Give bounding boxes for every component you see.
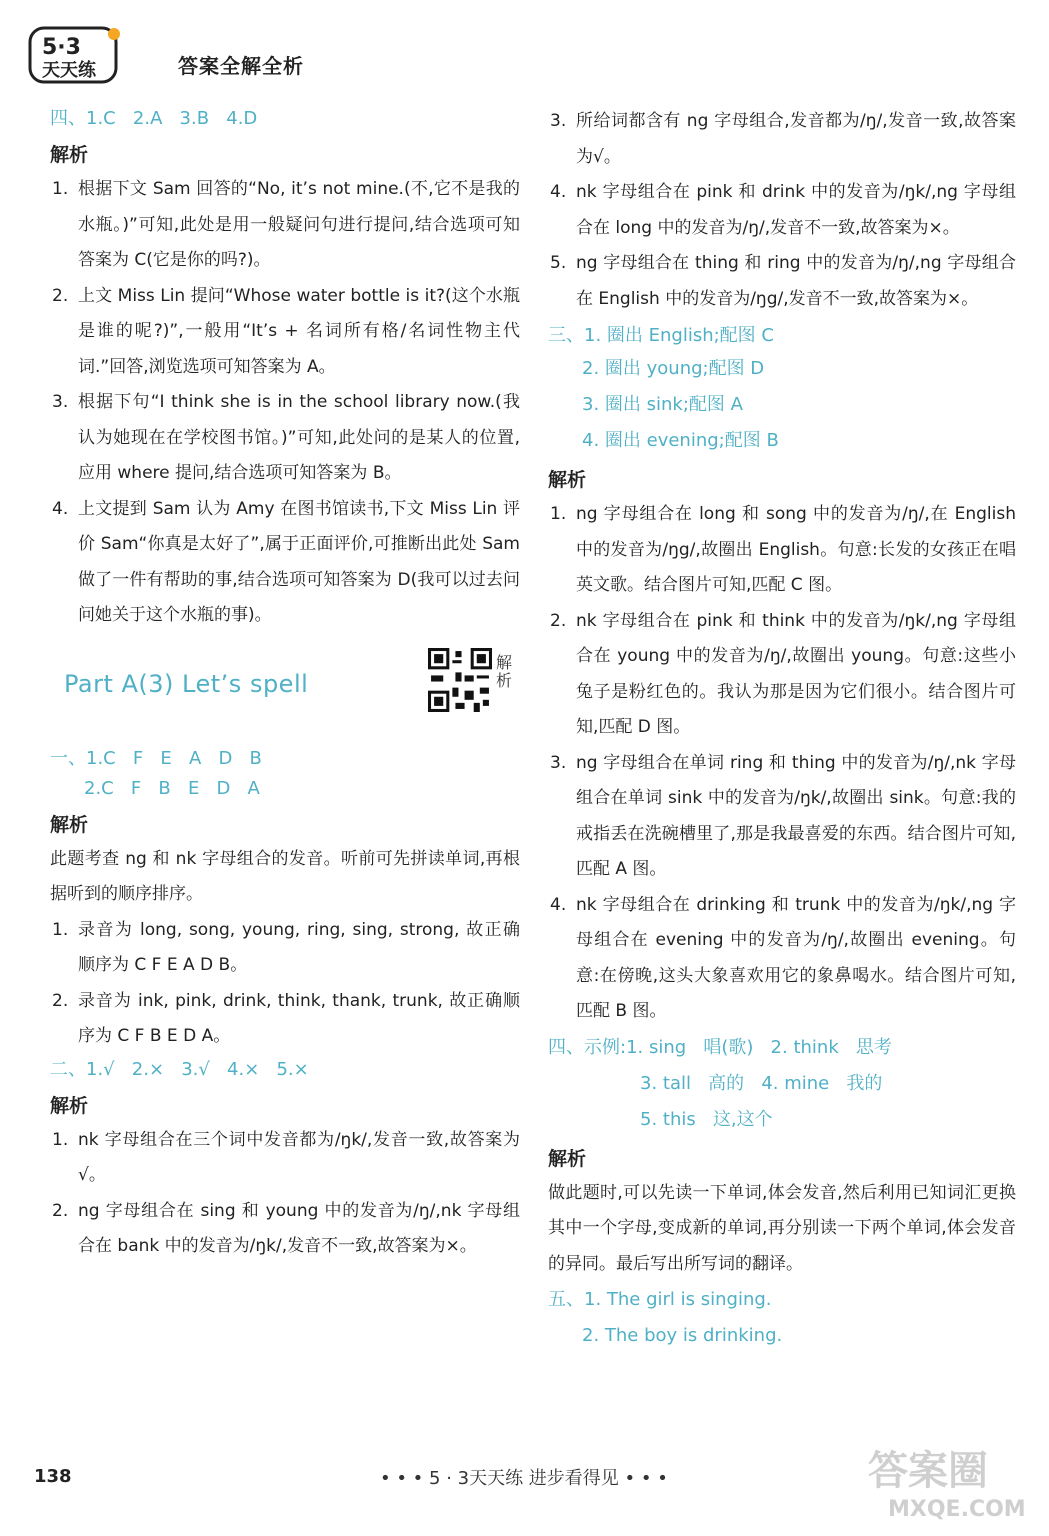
list-item: 3. ng 字母组合在单词 ring 和 thing 中的发音为/ŋ/,nk 字母组合在单词 sink 中的发音为/ŋk/,故圈出 sink。句意:我的戒指丢在洗碗槽里了,那是我最喜爱的东西。结合图片可知,匹配 A 图。 (550, 752, 1016, 879)
section4-items (50, 172, 520, 634)
part3-answer-4: 4. 圈出 evening;配图 B (582, 430, 779, 451)
footer-slogan: • • • 5 · 3天天练 进步看得见 • • • (380, 1468, 668, 1489)
page-header (28, 22, 1028, 92)
part1-intro: 此题考查 ng 和 nk 字母组合的发音。听前可先拼读单词,再根据听到的顺序排序。 (50, 848, 520, 904)
left-column (50, 104, 520, 1265)
list-item: 3. 所给词都含有 ng 字母组合,发音都为/ŋ/,发音一致,故答案为√。 (550, 111, 1016, 167)
qr-label: 解析 (496, 652, 513, 690)
part2-answers: 二、1.√ 2.× 3.√ 4.× 5.× (50, 1058, 309, 1080)
list-item: 5. ng 字母组合在 thing 和 ring 中的发音为/ŋ/,ng 字母组合在 English 中的发音为/ŋg/,发音不一致,故答案为×。 (550, 253, 1016, 309)
right-column (548, 104, 1016, 1354)
list-item: 2. ng 字母组合在 sing 和 young 中的发音为/ŋ/,nk 字母组合在 bank 中的发音为/ŋk/,发音不一致,故答案为×。 (52, 1200, 520, 1256)
list-item: 4. nk 字母组合在 pink 和 drink 中的发音为/ŋk/,ng 字母组合在 long 中的发音为/ŋ/,发音不一致,故答案为×。 (550, 182, 1016, 238)
svg-text:天天练: 天天练 (42, 60, 96, 81)
section4-answers: 四、1.C 2.A 3.B 4.D (50, 108, 258, 129)
part3-answer-3: 3. 圈出 sink;配图 A (582, 394, 743, 415)
list-item: 1. 录音为 long, song, young, ring, sing, strong, 故正确顺序为 C F E A D B。 (52, 919, 520, 975)
brand-logo (28, 22, 128, 86)
part-title: Part A(3) Let’s spell (64, 669, 309, 698)
list-item: 2. nk 字母组合在 pink 和 think 中的发音为/ŋk/,ng 字母组合在 young 中的发音为/ŋ/,故圈出 young。句意:这些小兔子是粉红色的。我认为那是因为它们很小。结合图片可知,匹配 D 图。 (550, 610, 1016, 737)
part4-text: 做此题时,可以先读一下单词,体会发音,然后利用已知词汇更换其中一个字母,变成新的单词,再分别读一下两个单词,体会发音的异同。最后写出所写词的翻译。 (548, 1182, 1016, 1274)
section4-analysis-heading: 解析 (50, 144, 89, 166)
list-item: 4. 上文提到 Sam 认为 Amy 在图书馆读书,下文 Miss Lin 评价 Sam“你真是太好了”,属于正面评价,可推断出此处 Sam 做了一件有帮助的事,结合选项可知答案为 D(我可以过去问问她关于这个水瓶的事)。 (52, 498, 520, 625)
part3-answer-2: 2. 圈出 young;配图 D (582, 358, 765, 379)
list-item: 1. ng 字母组合在 long 和 song 中的发音为/ŋ/,在 English 中的发音为/ŋg/,故圈出 English。句意:长发的女孩正在唱英文歌。结合图片可知,匹配 C 图。 (550, 504, 1016, 595)
list-item: 2. 上文 Miss Lin 提问“Whose water bottle is it?(这个水瓶是谁的呢?)”,一般用“It’s + 名词所有格/名词性物主代词.”回答,浏览选项可知答案为 A。 (52, 285, 520, 377)
svg-text:5·3: 5·3 (42, 35, 81, 60)
list-item: 3. 根据下句“I think she is in the school library now.(我认为她现在在学校图书馆。)”可知,此处问的是某人的位置,应用 where 提问,结合选项可知答案为 B。 (52, 392, 520, 483)
qr-code-icon[interactable] (428, 648, 492, 712)
list-item: 2. 录音为 ink, pink, drink, think, thank, trunk, 故正确顺序为 C F B E D A。 (52, 990, 520, 1046)
list-item: 1. 根据下文 Sam 回答的“No, it’s not mine.(不,它不是我的水瓶。)”可知,此处是用一般疑问句进行提问,结合选项可知答案为 C(它是你的吗?)。 (52, 179, 520, 270)
part3-analysis-heading: 解析 (548, 469, 587, 491)
part3-answer-1: 三、1. 圈出 English;配图 C (548, 325, 774, 346)
part5-answer-1: 五、1. The girl is singing. (548, 1289, 772, 1310)
part4-answer-2: 3. tall 高的 4. mine 我的 (640, 1072, 883, 1094)
list-item: 4. nk 字母组合在 drinking 和 trunk 中的发音为/ŋk/,ng 字母组合在 evening 中的发音为/ŋ/,故圈出 evening。句意:在傍晚,这头大象喜欢用它的象鼻喝水。结合图片可知,匹配 B 图。 (550, 894, 1016, 1021)
part4-analysis-heading: 解析 (548, 1147, 587, 1170)
part1-analysis-heading: 解析 (50, 813, 89, 836)
svg-text:MXQE.COM: MXQE.COM (888, 1497, 1026, 1522)
part2-analysis-heading: 解析 (50, 1094, 89, 1117)
part1-answers-row1: 一、1.C F E A D B (50, 747, 262, 769)
part-heading (50, 648, 520, 744)
part4-answer-1: 四、示例:1. sing 唱(歌) 2. think 思考 (548, 1036, 892, 1058)
list-item: 1. nk 字母组合在三个词中发音都为/ŋk/,发音一致,故答案为√。 (52, 1129, 520, 1185)
header-title: 答案全解全析 (178, 54, 304, 78)
part5-answer-2: 2. The boy is drinking. (582, 1325, 783, 1346)
watermark-logo (862, 1436, 1032, 1526)
page-number: 138 (34, 1466, 72, 1487)
part4-answer-3: 5. this 这,这个 (640, 1108, 773, 1130)
svg-text:答案圈: 答案圈 (868, 1448, 988, 1494)
part1-answers-row2: 2.C F B E D A (84, 777, 260, 799)
